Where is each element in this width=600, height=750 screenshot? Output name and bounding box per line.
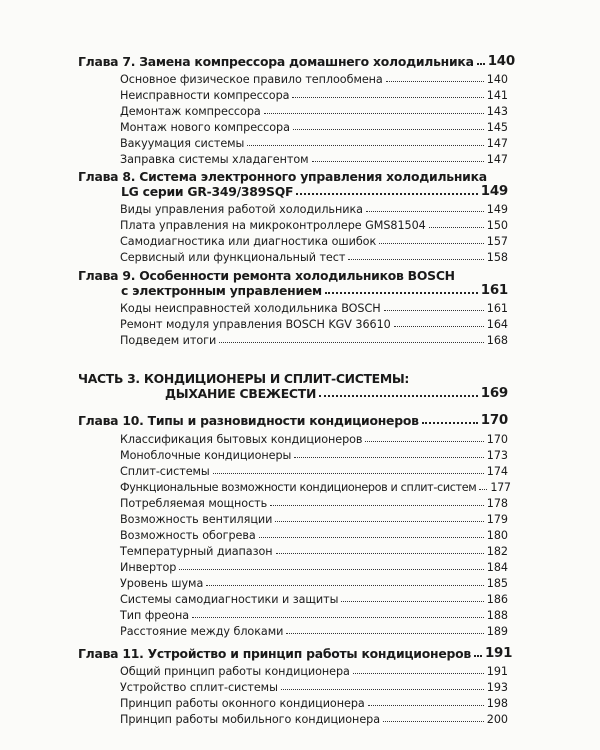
entry-title: Коды неисправностей холодильника BOSCH bbox=[120, 302, 381, 315]
entry-title: Возможность вентиляции bbox=[120, 513, 273, 526]
entry-title: Расстояние между блоками bbox=[120, 625, 284, 638]
chapter-11-heading bbox=[78, 646, 513, 661]
entry-title: Общий принцип работы кондиционера bbox=[120, 665, 350, 678]
dot-leader bbox=[348, 259, 483, 260]
toc-entry bbox=[120, 334, 508, 347]
toc-entry bbox=[120, 302, 508, 315]
page-number: 161 bbox=[480, 283, 508, 298]
dot-leader bbox=[325, 292, 478, 294]
dot-leader bbox=[179, 569, 483, 570]
toc-entry bbox=[120, 593, 508, 606]
toc-entry bbox=[120, 219, 508, 232]
entry-title: Инвертор bbox=[120, 561, 177, 574]
dot-leader bbox=[206, 585, 484, 586]
chapter-title-line2: с электронным управлением bbox=[121, 283, 322, 298]
part-3-heading bbox=[165, 386, 508, 401]
entry-title: Заправка системы хладагентом bbox=[120, 153, 309, 166]
entry-title: Демонтаж компрессора bbox=[120, 105, 261, 118]
entry-title: Функциональные возможности кондиционеров и сплит-систем bbox=[120, 481, 477, 494]
dot-leader bbox=[294, 457, 483, 458]
toc-entry bbox=[120, 89, 508, 102]
dot-leader bbox=[296, 193, 478, 195]
entry-title: Основное физическое правило теплообмена bbox=[120, 73, 383, 86]
page-number: 150 bbox=[486, 219, 508, 232]
page-number: 145 bbox=[486, 121, 508, 134]
entry-title: Потребляемая мощность bbox=[120, 497, 268, 510]
dot-leader bbox=[281, 689, 484, 690]
toc-entry bbox=[120, 577, 508, 590]
page-number: 186 bbox=[486, 593, 508, 606]
part-title-line2: ДЫХАНИЕ СВЕЖЕСТИ bbox=[165, 386, 317, 401]
chapter-title: Глава 7. Замена компрессора домашнего холодильника bbox=[78, 54, 474, 69]
dot-leader bbox=[312, 161, 484, 162]
toc-entry bbox=[120, 697, 508, 710]
toc-entry bbox=[120, 465, 508, 478]
chapter-7-heading bbox=[78, 54, 515, 69]
dot-leader bbox=[379, 243, 484, 244]
dot-leader bbox=[247, 145, 483, 146]
toc-entry bbox=[120, 545, 508, 558]
dot-leader bbox=[292, 97, 483, 98]
entry-title: Устройство сплит-системы bbox=[120, 681, 278, 694]
dot-leader bbox=[219, 342, 484, 343]
chapter-title: Глава 11. Устройство и принцип работы кондиционеров bbox=[78, 646, 471, 661]
chapter-9-heading bbox=[121, 283, 508, 298]
dot-leader bbox=[479, 489, 487, 490]
page-number: 147 bbox=[486, 137, 508, 150]
toc-entry bbox=[120, 433, 508, 446]
toc-entry bbox=[120, 609, 508, 622]
page-number: 158 bbox=[486, 251, 508, 264]
dot-leader bbox=[319, 395, 478, 397]
chapter-8-heading bbox=[121, 184, 508, 199]
toc-entry bbox=[120, 121, 508, 134]
dot-leader bbox=[383, 721, 484, 722]
dot-leader bbox=[386, 81, 484, 82]
toc-entry bbox=[120, 449, 508, 462]
dot-leader bbox=[270, 505, 484, 506]
toc-entry bbox=[120, 105, 508, 118]
dot-leader bbox=[341, 601, 483, 602]
chapter-10-heading bbox=[78, 413, 508, 428]
dot-leader bbox=[477, 63, 485, 65]
page-number: 188 bbox=[486, 609, 508, 622]
toc-entry bbox=[120, 561, 508, 574]
page-number: 140 bbox=[486, 73, 508, 86]
dot-leader bbox=[384, 310, 484, 311]
page-number: 149 bbox=[480, 184, 508, 199]
entry-title: Виды управления работой холодильника bbox=[120, 203, 363, 216]
dot-leader bbox=[429, 227, 484, 228]
dot-leader bbox=[368, 705, 484, 706]
dot-leader bbox=[365, 441, 483, 442]
dot-leader bbox=[286, 633, 483, 634]
entry-title: Плата управления на микроконтроллере GMS81504 bbox=[120, 219, 426, 232]
toc-entry bbox=[120, 713, 508, 726]
toc-entry bbox=[120, 153, 508, 166]
page-number: 198 bbox=[486, 697, 508, 710]
dot-leader bbox=[192, 617, 484, 618]
page-number: 169 bbox=[480, 386, 508, 401]
page-number: 193 bbox=[486, 681, 508, 694]
entry-title: Подведем итоги bbox=[120, 334, 217, 347]
toc-entry bbox=[120, 497, 508, 510]
page-number: 177 bbox=[490, 481, 511, 494]
page-number: 170 bbox=[486, 433, 508, 446]
part-3-title-line1: ЧАСТЬ 3. КОНДИЦИОНЕРЫ И СПЛИТ-СИСТЕМЫ: bbox=[78, 371, 410, 386]
entry-title: Сплит-системы bbox=[120, 465, 210, 478]
page-number: 161 bbox=[486, 302, 508, 315]
dot-leader bbox=[394, 326, 484, 327]
dot-leader bbox=[275, 521, 483, 522]
dot-leader bbox=[264, 113, 484, 114]
toc-entry bbox=[120, 318, 508, 331]
page-number: 179 bbox=[486, 513, 508, 526]
page-number: 182 bbox=[486, 545, 508, 558]
entry-title: Температурный диапазон bbox=[120, 545, 273, 558]
entry-title: Классификация бытовых кондиционеров bbox=[120, 433, 363, 446]
entry-title: Принцип работы мобильного кондиционера bbox=[120, 713, 381, 726]
toc-entry bbox=[120, 665, 508, 678]
toc-entry bbox=[120, 529, 508, 542]
dot-leader bbox=[353, 673, 484, 674]
page-number: 170 bbox=[480, 413, 508, 428]
page-number: 141 bbox=[486, 89, 508, 102]
toc-entry bbox=[120, 203, 508, 216]
dot-leader bbox=[259, 537, 484, 538]
page-number: 178 bbox=[486, 497, 508, 510]
entry-title: Системы самодиагностики и защиты bbox=[120, 593, 339, 606]
page-number: 184 bbox=[486, 561, 508, 574]
toc-entry bbox=[120, 625, 508, 638]
entry-title: Моноблочные кондиционеры bbox=[120, 449, 292, 462]
chapter-8-title-line1: Глава 8. Система электронного управления холодильника bbox=[78, 169, 487, 184]
page-number: 164 bbox=[486, 318, 508, 331]
entry-title: Тип фреона bbox=[120, 609, 190, 622]
toc-entry bbox=[120, 73, 508, 86]
entry-title: Сервисный или функциональный тест bbox=[120, 251, 346, 264]
page-number: 191 bbox=[484, 646, 513, 661]
toc-entry bbox=[120, 481, 511, 494]
page-number: 185 bbox=[486, 577, 508, 590]
dot-leader bbox=[422, 422, 478, 424]
page-number: 180 bbox=[486, 529, 508, 542]
page-number: 173 bbox=[486, 449, 508, 462]
page-number: 157 bbox=[486, 235, 508, 248]
page-number: 174 bbox=[486, 465, 508, 478]
dot-leader bbox=[293, 129, 484, 130]
entry-title: Возможность обогрева bbox=[120, 529, 256, 542]
page-number: 140 bbox=[487, 54, 515, 69]
page-number: 189 bbox=[486, 625, 508, 638]
page-number: 168 bbox=[486, 334, 508, 347]
page-number: 143 bbox=[486, 105, 508, 118]
toc-entry bbox=[120, 137, 508, 150]
entry-title: Неисправности компрессора bbox=[120, 89, 290, 102]
toc-entry bbox=[120, 251, 508, 264]
dot-leader bbox=[366, 211, 484, 212]
toc-entry bbox=[120, 681, 508, 694]
chapter-title-line2: LG серии GR-349/389SQF bbox=[121, 184, 294, 199]
page-number: 147 bbox=[486, 153, 508, 166]
page-number: 191 bbox=[486, 665, 508, 678]
dot-leader bbox=[276, 553, 484, 554]
entry-title: Вакуумация системы bbox=[120, 137, 245, 150]
dot-leader bbox=[474, 655, 482, 657]
chapter-title: Глава 10. Типы и разновидности кондиционеров bbox=[78, 413, 419, 428]
page-number: 200 bbox=[486, 713, 508, 726]
entry-title: Ремонт модуля управления BOSCH KGV 36610 bbox=[120, 318, 391, 331]
chapter-9-title-line1: Глава 9. Особенности ремонта холодильников BOSCH bbox=[78, 268, 455, 283]
page-number: 149 bbox=[486, 203, 508, 216]
entry-title: Монтаж нового компрессора bbox=[120, 121, 290, 134]
dot-leader bbox=[213, 473, 484, 474]
toc-entry bbox=[120, 235, 508, 248]
entry-title: Принцип работы оконного кондиционера bbox=[120, 697, 365, 710]
entry-title: Самодиагностика или диагностика ошибок bbox=[120, 235, 377, 248]
entry-title: Уровень шума bbox=[120, 577, 204, 590]
toc-entry bbox=[120, 513, 508, 526]
